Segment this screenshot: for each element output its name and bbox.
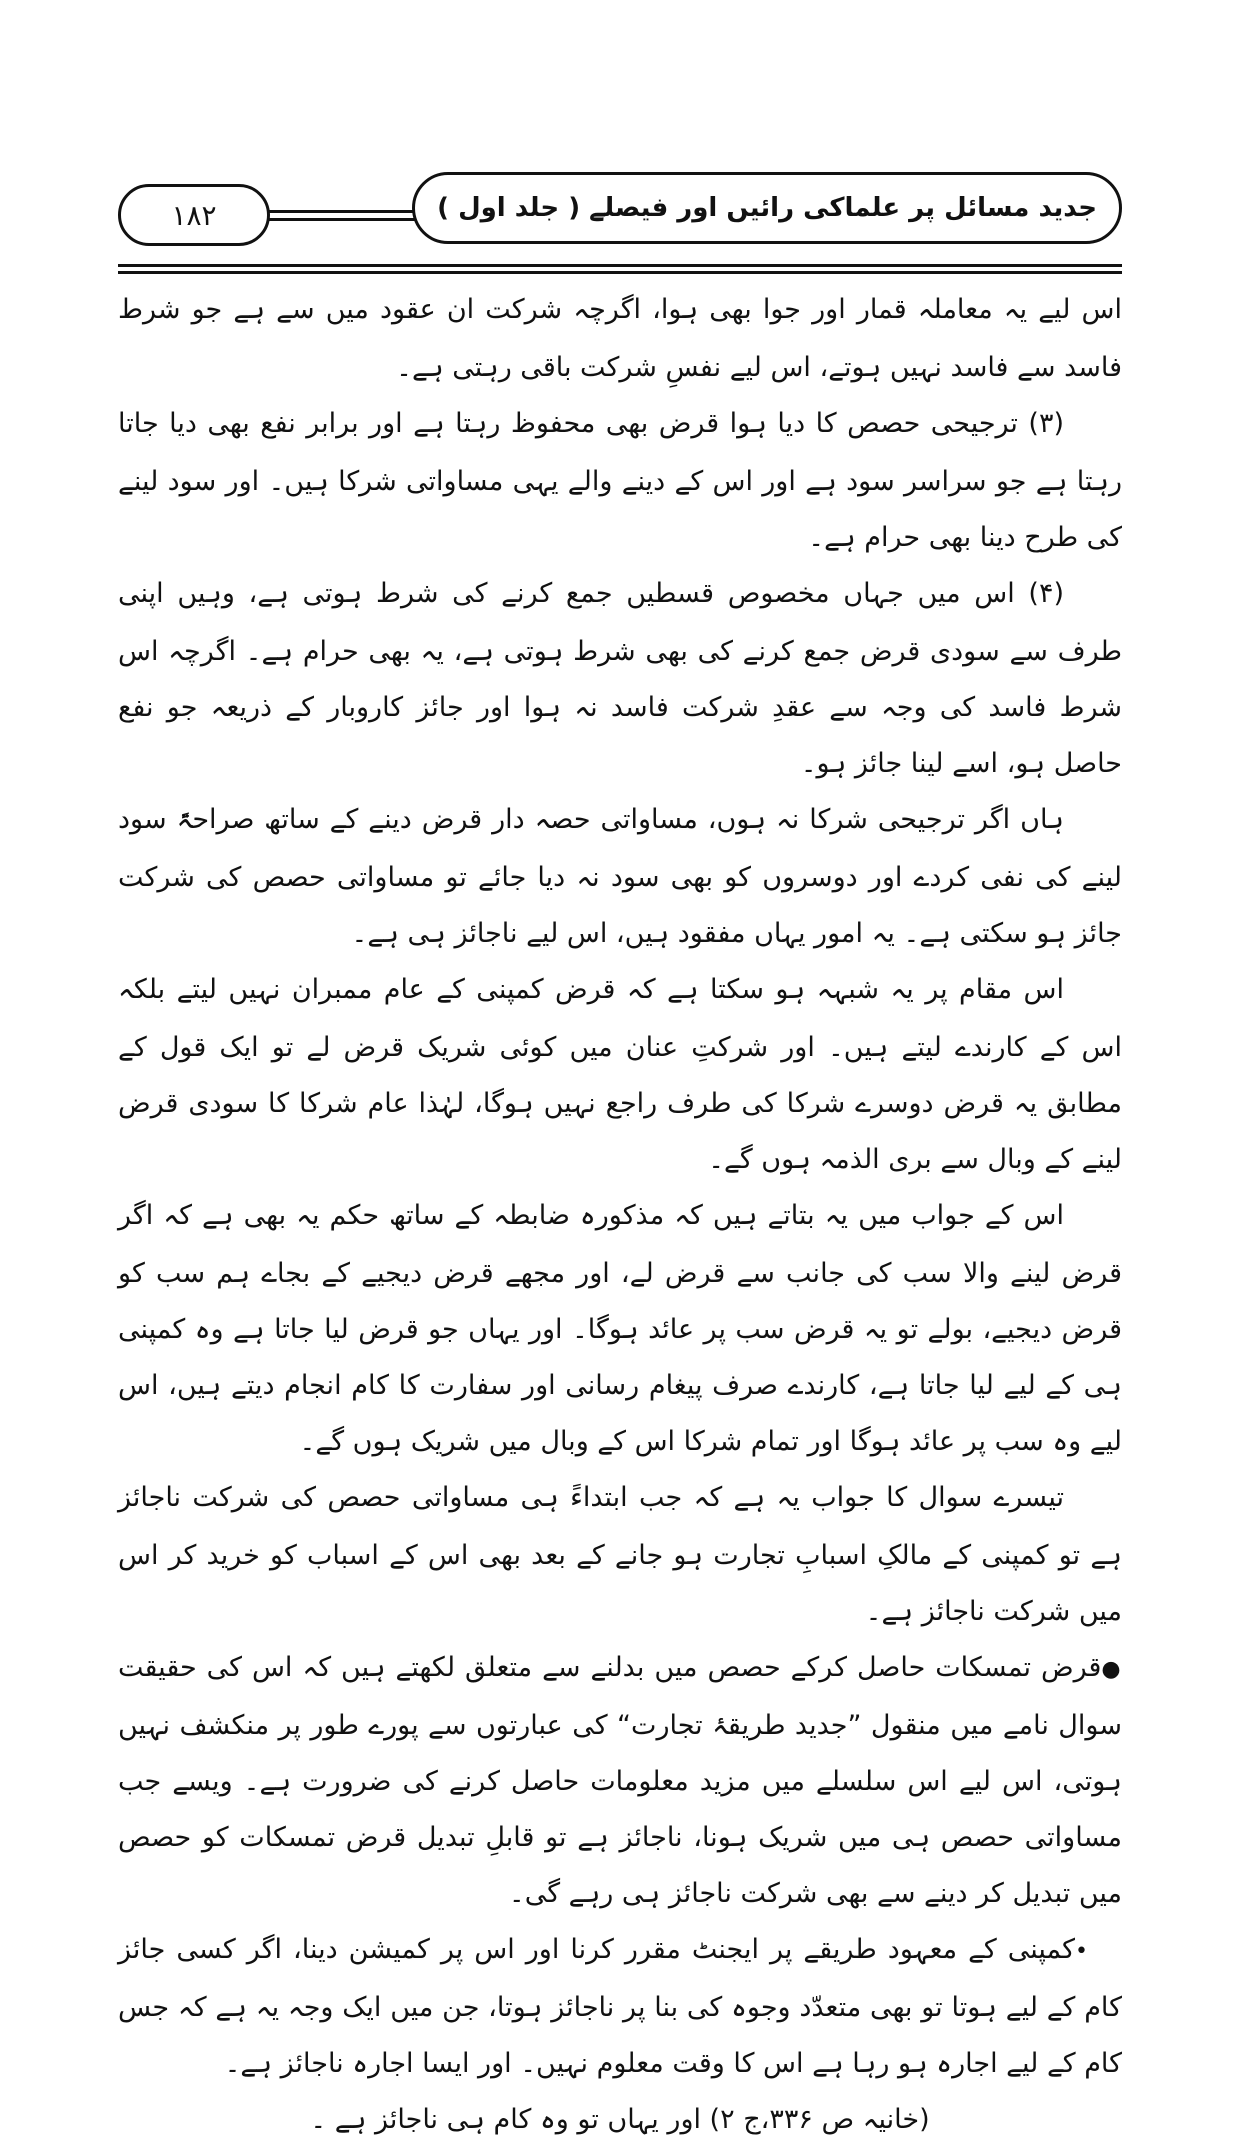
paragraph bbox=[118, 1188, 1122, 1470]
paragraph-text: تیسرے سوال کا جواب یہ ہے کہ جب ابتداءً ہی مساواتی حصص کی شرکت ناجائز ہے تو کمپنی کے مالکِ اسبابِ تجارت ہو جانے کے بعد بھی اس کے اسباب کو خرید کر اس میں شرکت ناجائز ہے۔ bbox=[118, 1482, 1122, 1627]
header-separator-rule bbox=[118, 264, 1122, 274]
page-number-capsule bbox=[118, 184, 270, 246]
paragraph-text: اس کے جواب میں یہ بتاتے ہیں کہ مذکورہ ضابطہ کے ساتھ حکم یہ بھی ہے کہ اگر قرض لینے والا سب کی جانب سے قرض لے، اور مجھے قرض دیجیے کے بجاے ہم سب کو قرض دیجیے، بولے تو یہ قرض سب پر عائد ہوگا۔ اور یہاں جو قرض لیا جاتا ہے وہ کمپنی ہی کے لیے لیا جاتا ہے، کارندے صرف پیغام رسانی اور سفارت کا کام انجام دیتے ہیں، اس لیے وہ سب پر عائد ہوگا اور تمام شرکا اس کے وبال میں شریک ہوں گے۔ bbox=[118, 1200, 1122, 1457]
paragraph-text: (۳) ترجیحی حصص کا دیا ہوا قرض بھی محفوظ رہتا ہے اور برابر نفع بھی دیا جاتا رہتا ہے جو سراسر سود ہے اور اس کے دینے والے یہی مساواتی شرکا ہیں۔ اور سود لینے کی طرح دینا بھی حرام ہے۔ bbox=[118, 408, 1122, 553]
book-title-capsule bbox=[412, 172, 1122, 244]
paragraph-text: اس مقام پر یہ شبہہ ہو سکتا ہے کہ قرض کمپنی کے عام ممبران نہیں لیتے بلکہ اس کے کارندے لیتے ہیں۔ اور شرکتِ عنان میں کوئی شریک قرض لے تو ایک قول کے مطابق یہ قرض دوسرے شرکا کی طرف راجع نہیں ہوگا، لہٰذا عام شرکا کا سودی قرض لینے کے وبال سے بری الذمہ ہوں گے۔ bbox=[118, 974, 1122, 1175]
paragraph bbox=[118, 962, 1122, 1188]
bullet-icon: • bbox=[1075, 1939, 1088, 1964]
paragraph bbox=[118, 1640, 1122, 1922]
paragraph-text: ہاں اگر ترجیحی شرکا نہ ہوں، مساواتی حصہ دار قرض دینے کے ساتھ صراحۃً سود لینے کی نفی کردے اور دوسروں کو بھی سود نہ دیا جائے تو مساواتی حصص کی شرکت جائز ہو سکتی ہے۔ یہ امور یہاں مفقود ہیں، اس لیے ناجائز ہی ہے۔ bbox=[118, 804, 1122, 949]
paragraph bbox=[118, 1922, 1122, 2092]
paragraph-text: کمپنی کے معہود طریقے پر ایجنٹ مقرر کرنا اور اس پر کمیشن دینا، اگر کسی جائز کام کے لیے ہوتا تو بھی متعدّد وجوہ کی بنا پر ناجائز ہوتا، جن میں ایک وجہ یہ ہے کہ جس کام کے لیے اجارہ ہو رہا ہے اس کا وقت معلوم نہیں۔ اور ایسا اجارہ ناجائز ہے۔ bbox=[118, 1934, 1122, 2079]
paragraph bbox=[118, 792, 1122, 962]
header-double-rule-connector bbox=[264, 210, 418, 221]
paragraph-text: (۴) اس میں جہاں مخصوص قسطیں جمع کرنے کی شرط ہوتی ہے، وہیں اپنی طرف سے سودی قرض جمع کرنے کی بھی شرط ہوتی ہے، یہ بھی حرام ہے۔ اگرچہ اس شرط فاسد کی وجہ سے عقدِ شرکت فاسد نہ ہوا اور جائز کاروبار کے ذریعہ جو نفع حاصل ہو، اسے لینا جائز ہو۔ bbox=[118, 578, 1122, 779]
citation-line bbox=[118, 2092, 1122, 2150]
page-number: ۱۸۲ bbox=[171, 198, 217, 232]
bullet-icon: ● bbox=[1101, 1657, 1122, 1682]
paragraph bbox=[118, 282, 1122, 396]
body-text bbox=[118, 282, 1122, 2150]
paragraph bbox=[118, 1470, 1122, 1640]
paragraph-text: (خانیہ ص ۳۳۶،ج ۲) اور یہاں تو وہ کام ہی ناجائز ہے ۔ bbox=[310, 2104, 930, 2135]
page-header bbox=[118, 168, 1122, 248]
paragraph-text: اس لیے یہ معاملہ قمار اور جوا بھی ہوا، اگرچہ شرکت ان عقود میں سے ہے جو شرط فاسد سے فاسد نہیں ہوتے، اس لیے نفسِ شرکت باقی رہتی ہے۔ bbox=[118, 294, 1122, 383]
paragraph bbox=[118, 396, 1122, 566]
paragraph bbox=[118, 566, 1122, 792]
book-title: جدید مسائل پر علماکی رائیں اور فیصلے ( جلد اول ) bbox=[437, 193, 1097, 223]
paragraph-text: قرض تمسکات حاصل کرکے حصص میں بدلنے سے متعلق لکھتے ہیں کہ اس کی حقیقت سوال نامے میں منقول ”جدید طریقۂ تجارت“ کی عبارتوں سے پورے طور پر منکشف نہیں ہوتی، اس لیے اس سلسلے میں مزید معلومات حاصل کرنے کی ضرورت ہے۔ ویسے جب مساواتی حصص ہی میں شریک ہونا، ناجائز ہے تو قابلِ تبدیل قرض تمسکات کو حصص میں تبدیل کر دینے سے بھی شرکت ناجائز ہی رہے گی۔ bbox=[118, 1652, 1122, 1909]
